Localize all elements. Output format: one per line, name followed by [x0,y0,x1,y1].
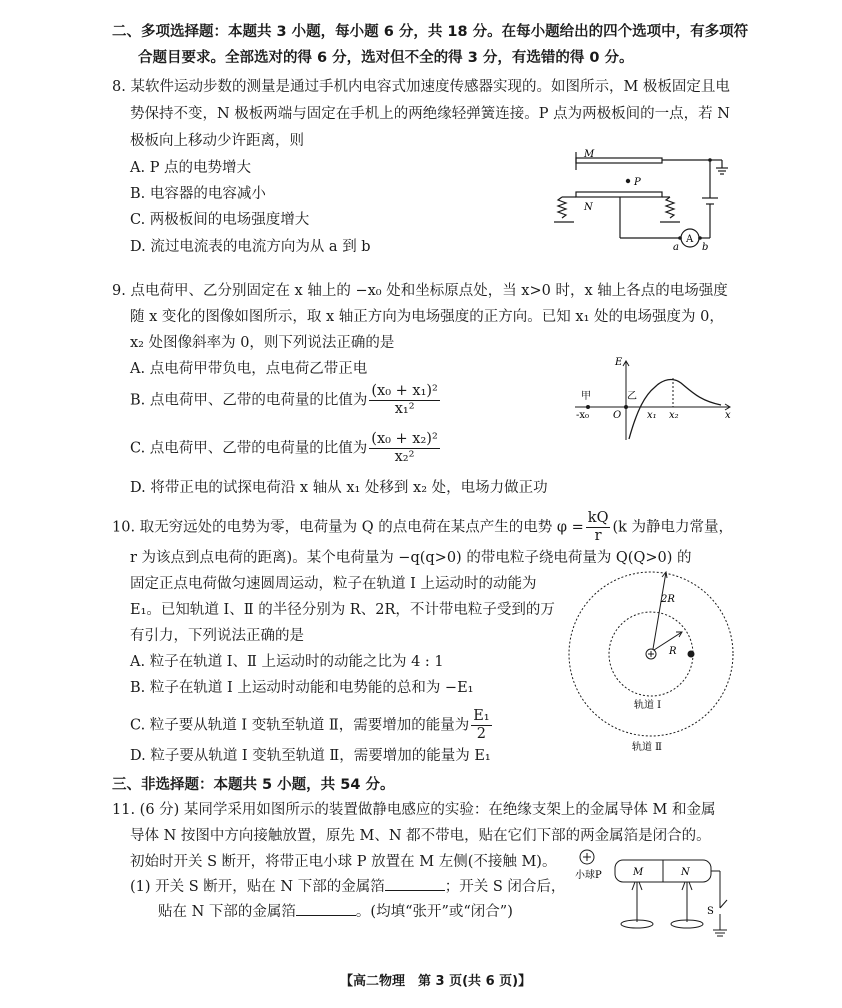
q11-blank-1[interactable] [385,876,445,891]
q11-fig-label-n: N [681,867,690,878]
q8-stem-line1: 8. 某软件运动步数的测量是通过手机内电容式加速度传感器实现的。如图所示，M 极板固定且电 [112,79,730,95]
q11-stem-line2: 导体 N 按图中方向接触放置，原先 M、N 都不带电，贴在它们下部的两金属箔是闭合的。 [130,828,711,844]
q10-stem-line1: 10. 取无穷远处的电势为零，电荷量为 Q 的点电荷在某点产生的电势 φ = $\frac{kQ}{r}$ (k 为静电力常量， [112,510,734,544]
q8-stem-line2: 势保持不变，N 极板两端与固定在手机上的两绝缘轻弹簧连接。P 点为两极板间的一点，若 N [130,106,730,122]
q9-fig-label-origin: O [613,410,622,421]
q9-fig-label-jia: 甲 [581,391,591,402]
q11-stem-line1: 11. (6 分) 某同学采用如图所示的装置做静电感应的实验：在绝缘支架上的金属导体 M 和金属 [112,802,716,818]
q11-stem-line3: 初始时开关 S 断开，将带正电小球 P 放置在 M 左侧(不接触 M)。 [130,854,557,870]
q9-fig-label-x1: x₁ [647,410,657,421]
q8-fig-label-n: N [584,202,593,213]
q10-option-a: A. 粒子在轨道 Ⅰ、Ⅱ 上运动时的动能之比为 4 : 1 [130,654,444,670]
q8-fig-label-ammeter: A [686,234,694,245]
q10-fig-label-2r: 2R [661,594,675,605]
q9-option-d: D. 将带正电的试探电荷沿 x 轴从 x₁ 处移到 x₂ 处，电场力做正功 [130,480,548,496]
q10-stem-line2: r 为该点到点电荷的距离)。某个电荷量为 −q(q>0) 的带电粒子绕电荷量为 Q(Q>0) 的 [130,550,692,566]
q8-stem-line3: 极板向上移动少许距离，则 [130,133,304,149]
q9-stem-line3: x₂ 处图像斜率为 0，则下列说法正确的是 [130,335,395,351]
q10-stem-line3: 固定正点电荷做匀速圆周运动，粒子在轨道 Ⅰ 上运动时的动能为 [130,576,537,592]
q8-fig-label-p: P [634,177,641,188]
q10-fig-label-orbit1: 轨道 Ⅰ [634,700,662,711]
q10-option-b: B. 粒子在轨道 Ⅰ 上运动时动能和电势能的总和为 −E₁ [130,680,474,696]
section2-heading-line1: 二、多项选择题：本题共 3 小题，每小题 6 分，共 18 分。在每小题给出的四个选项中，有多项符 [112,24,749,40]
q9-field-graph [575,355,735,440]
q8-fig-label-b: b [702,242,709,253]
q9-fig-label-x: x [725,410,731,421]
section3-heading: 三、非选择题：本题共 5 小题，共 54 分。 [112,777,395,793]
q9-fig-label-x0: -x₀ [576,410,590,421]
q10-fig-label-orbit2: 轨道 Ⅱ [632,742,662,753]
q9-fig-label-x2: x₂ [669,410,679,421]
q11-fig-label-ball: 小球P [575,870,602,881]
q9-stem-line1: 9. 点电荷甲、乙分别固定在 x 轴上的 −x₀ 处和坐标原点处，当 x>0 时，x 轴上各点的电场强度 [112,283,728,299]
q9-option-a: A. 点电荷甲带负电，点电荷乙带正电 [130,361,368,377]
q10-stem-line4: E₁。已知轨道 Ⅰ、Ⅱ 的半径分别为 R、2R，不计带电粒子受到的万 [130,602,555,618]
section2-heading-line2: 合题目要求。全部选对的得 6 分，选对但不全的得 3 分，有选错的得 0 分。 [138,50,634,66]
q8-capacitor-diagram [540,148,740,253]
q11-sub1-line1: (1) 开关 S 断开，贴在 N 下部的金属箔 ；开关 S 闭合后， [130,876,565,897]
q8-option-d: D. 流过电流表的电流方向为从 a 到 b [130,239,371,255]
q8-fig-label-m: M [584,149,595,160]
q10-stem-line5: 有引力，下列说法正确的是 [130,628,304,644]
q11-sub1-line2: 贴在 N 下部的金属箔 。(均填“张开”或“闭合”) [158,901,513,922]
q9-fig-label-yi: 乙 [627,391,637,402]
q8-fig-label-a: a [673,242,679,253]
q9-stem-line2: 随 x 变化的图像如图所示，取 x 轴正方向为电场强度的正方向。已知 x₁ 处的电场强度为 0， [130,309,724,325]
q10-orbit-diagram [566,570,736,755]
q10-fig-label-r: R [669,646,677,657]
q11-fig-label-m: M [633,867,644,878]
q8-option-b: B. 电容器的电容减小 [130,186,266,202]
q10-option-c: C. 粒子要从轨道 Ⅰ 变轨至轨道 Ⅱ，需要增加的能量为 $\frac{\text{E₁}}{2}$ [130,708,490,742]
q8-option-a: A. P 点的电势增大 [130,160,252,176]
q11-fig-label-s: S [707,906,714,917]
q11-blank-2[interactable] [296,901,356,916]
q8-option-c: C. 两极板间的电场强度增大 [130,212,310,228]
q9-fig-label-e: E [615,357,623,368]
q9-option-c: C. 点电荷甲、乙带的电荷量的比值为 $\frac{\text{(x₀ + x₂)²}}{\text{x₂²}}$ [130,431,438,465]
q11-induction-diagram [575,848,750,943]
q10-option-d: D. 粒子要从轨道 Ⅰ 变轨至轨道 Ⅱ，需要增加的能量为 E₁ [130,748,491,764]
page-footer: 【高二物理 第 3 页(共 6 页)】 [340,974,532,989]
q9-option-b: B. 点电荷甲、乙带的电荷量的比值为 $\frac{\text{(x₀ + x₁)²}}{\text{x₁²}}$ [130,383,438,417]
